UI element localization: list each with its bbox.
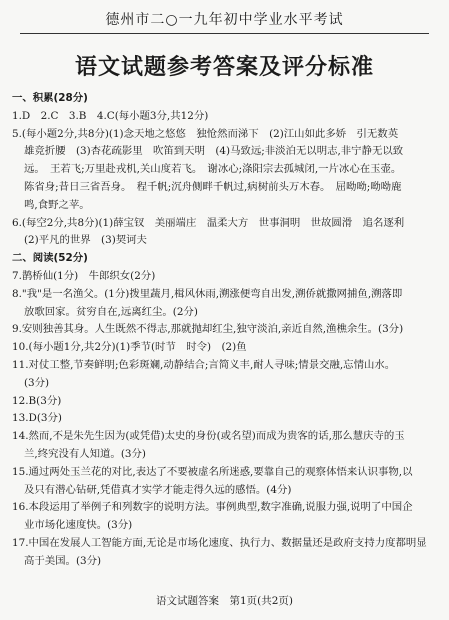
answer-17-line-2: 高于美国。(3分) [24,554,102,567]
section-heading-reading: 二、阅读(52分) [12,252,88,265]
answer-5-line-1: 5.(每小题2分,共8分)(1)念天地之悠悠 独怆然而涕下 (2)江山如此多娇 引无数英 [12,127,399,140]
answer-8-line-1: 8."我"是一名渔父。(1分)拨里蔬月,楫风休雨,溯涨便弯自出发,溯侨就撒网捕鱼,溯落即 [12,287,403,300]
answer-5-line-5: 鸣,食野之苹。 [24,198,90,211]
answer-7: 7.鹊桥仙(1分) 牛郎织女(2分) [12,269,156,282]
answer-16-line-1: 16.本段运用了举例子和列数字的说明方法。事例典型,数字准确,说服力强,说明了中国企 [12,501,413,514]
answer-6-line-1: 6.(每空2分,共8分)(1)薛宝钗 美丽端庄 温柔大方 世事洞明 世故圆滑 追名逐利 [12,216,405,229]
answer-11-line-1: 11.对仗工整,节奏鲜明;色彩斑斓,动静结合;言简义丰,耐人寻味;情景交融,忘情山水。 [12,358,396,371]
answer-13: 13.D(3分) [12,412,62,425]
answer-5-line-3: 远。 王若飞;万里赴戎机,关山度若飞。 谢冰心;涤阳宗去孤城闭,一片冰心在玉壶。 [24,163,402,176]
answer-content [12,90,437,571]
page-footer: 语文试题答案 第1页(共2页) [155,595,294,607]
answer-6-line-2: (2)平凡的世界 (3)契诃夫 [24,234,147,247]
answer-12: 12.B(3分) [12,394,62,407]
exam-title: 德州市二○一九年初中学业水平考试 [105,12,344,28]
answer-1-4: 1.D 2.C 3.B 4.C(每小题3分,共12分) [12,109,209,122]
answer-17-line-1: 17.中国在发展人工智能方面,无论是市场化速度、执行力、数据量还是政府支持力度都明显 [12,536,427,549]
answer-10: 10.(每小题1分,共2分)(1)季节(时节 时令) (2)鱼 [12,341,247,354]
answer-15-line-1: 15.通过两处玉兰花的对比,表达了不要被虚名所迷惑,要靠自己的观察体悟来认识事物,以 [12,465,413,478]
answer-14-line-2: 兰,终究没有人知道。(3分) [24,447,146,460]
header-divider [20,33,429,34]
main-title: 语文试题参考答案及评分标准 [74,55,374,80]
answer-5-line-2: 雄竞折腰 (3)杏花疏影里 吹笛到天明 (4)马致远;非淡泊无以明志,非宁静无以致 [24,145,404,158]
answer-16-line-2: 业市场化速度快。(3分) [24,519,133,532]
answer-14-line-1: 14.然而,不是朱先生因为(或凭借)太史的身份(或名望)而成为贵客的话,那么慧庆寺的玉 [12,430,405,443]
section-heading-accumulation: 一、积累(28分) [12,92,88,104]
answer-8-line-2: 放歌回家。贫穷自在,远离红尘。(2分) [24,305,198,318]
answer-9: 9.安则独善其身。人生既然不得志,那就抛却红尘,独守淡泊,亲近自然,渔樵余生。(3分) [12,323,404,336]
answer-5-line-4: 陈省身;昔日三省吾身。 程千帆;沉舟侧畔千帆过,病树前头万木春。 屈呦呦;呦呦鹿 [24,180,402,193]
answer-11-line-2: (3分) [24,376,50,389]
answer-15-line-2: 及只有潜心钻研,凭借真才实学才能走得久远的感悟。(4分) [24,483,292,496]
